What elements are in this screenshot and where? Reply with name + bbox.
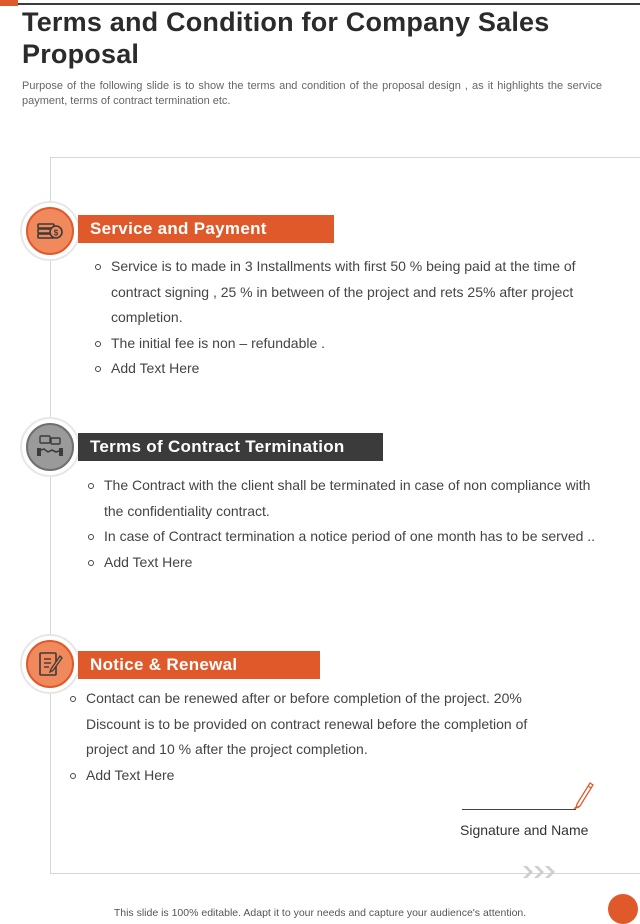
top-accent-bar [0, 0, 18, 6]
list-item: The initial fee is non – refundable . [93, 331, 593, 357]
corner-accent-circle [608, 894, 638, 924]
page-subtitle: Purpose of the following slide is to show the terms and condition of the proposal design , as it highlights the service payment, terms of contract termination etc. [22, 80, 602, 107]
service-payment-list [93, 254, 593, 382]
money-stack-icon [36, 217, 64, 245]
list-item: In case of Contract termination a notice period of one month has to be served .. [86, 524, 598, 550]
signature-line [462, 809, 576, 810]
contract-termination-icon-circle [20, 417, 80, 477]
footer-note: This slide is 100% editable. Adapt it to your needs and capture your audience's attention. [113, 907, 527, 919]
section-heading-notice-renewal: Notice & Renewal [78, 651, 320, 679]
contract-termination-list [86, 473, 598, 575]
list-item: Service is to made in 3 Installments with first 50 % being paid at the time of contract signing , 25 % in between of the project and rets 25% after project completion. [93, 254, 593, 331]
list-item: Add Text Here [86, 550, 598, 576]
section-heading-service-payment: Service and Payment [78, 215, 334, 243]
svg-text:$: $ [53, 228, 59, 238]
signature-label: Signature and Name [460, 822, 589, 838]
list-item: The Contract with the client shall be terminated in case of non compliance with the confidentiality contract. [86, 473, 598, 524]
handshake-contract-icon [35, 432, 65, 462]
notice-renewal-list [68, 686, 548, 788]
notice-renewal-icon-circle [20, 634, 80, 694]
document-pen-icon [36, 650, 64, 678]
section-heading-contract-termination: Terms of Contract Termination [78, 433, 383, 461]
list-item: Add Text Here [93, 356, 593, 382]
top-rule [18, 3, 640, 5]
list-item: Add Text Here [68, 763, 548, 789]
page-title: Terms and Condition for Company Sales Proposal [22, 7, 550, 69]
list-item: Contact can be renewed after or before completion of the project. 20% Discount is to be provided on contract renewal before the completion of project and 10 % after the project completion. [68, 686, 548, 763]
chevrons-right-icon [522, 864, 558, 880]
pen-icon [572, 781, 594, 811]
service-payment-icon-circle [20, 201, 80, 261]
